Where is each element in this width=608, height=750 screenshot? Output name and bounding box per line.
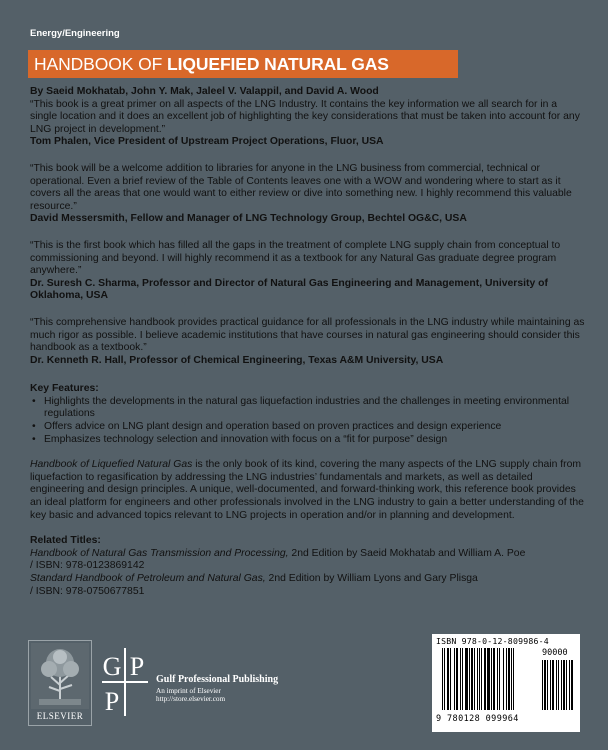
quote	[30, 99, 585, 149]
gpp-letter: P	[104, 687, 120, 716]
related-title-isbn: / ISBN: 978-0123869142	[30, 560, 145, 572]
quote	[30, 240, 585, 303]
elsevier-tree-icon	[29, 641, 91, 711]
book-title	[28, 50, 458, 78]
related-title-isbn: / ISBN: 978-0750677851	[30, 585, 145, 597]
publisher-info	[156, 674, 278, 703]
description-text: is the only book of its kind, covering the many aspects of the LNG supply chain from liquefaction to regasification by addressing the LNG industries’ fundamentals and markets, as well as detailed engineering and design principles. A unique, well-documented, and forward-thinking work, this reference book provides an ideal platform for engineers and other professionals involved in the LNG industry to gain a better understanding of the key basic and advanced topics relevant to LNG projects in operation and/or in planning and development.	[30, 459, 584, 521]
quote-attribution: Dr. Kenneth R. Hall, Professor of Chemical Engineering, Texas A&M University, USA	[30, 354, 444, 366]
quote	[30, 163, 585, 226]
price-barcode-bars-icon	[542, 660, 576, 710]
related-titles-heading: Related Titles:	[30, 535, 101, 547]
barcode-bar	[513, 648, 514, 710]
category-label: Energy/Engineering	[30, 28, 120, 39]
title-prefix: HANDBOOK OF	[34, 54, 167, 74]
publisher-url: http://store.elsevier.com	[156, 695, 226, 703]
elsevier-label: ELSEVIER	[36, 711, 84, 721]
ean-number: 9 780128 099964	[436, 714, 519, 724]
quote-text: “This comprehensive handbook provides practical guidance for all professionals in the LNG industry while maintaining as much rigor as possible. I believe academic institutions that have courses in natural gas engineering should consider this handbook as a textbook.”	[30, 316, 585, 354]
quote-text: “This book is a great primer on all aspects of the LNG Industry. It contains the key information we all search for in a single location and it does an excellent job of highlighting the key considerations that must be taken into account for any LNG project in development.”	[30, 98, 580, 135]
elsevier-logo	[28, 640, 92, 726]
related-title-name: Handbook of Natural Gas Transmission and Processing,	[30, 547, 289, 559]
barcode-bar	[571, 660, 573, 710]
gpp-logo-icon	[102, 648, 148, 716]
price-code: 90000	[542, 648, 568, 658]
authors: By Saeid Mokhatab, John Y. Mak, Jaleel V. Valappil, and David A. Wood	[30, 86, 379, 97]
gpp-logo	[102, 648, 148, 716]
related-title-details: 2nd Edition by William Lyons and Gary Plisga	[265, 573, 478, 584]
key-features-list	[30, 396, 585, 446]
quote-text: “This book will be a welcome addition to libraries for anyone in the LNG business from commercial, technical or operational. Even a brief review of the Table of Contents leaves one with a WOW and wondering where to start as it covers all the areas that one would want to either review or dive into something new. I highly recommend this valuable resource.”	[30, 162, 572, 212]
quote-text: “This is the first book which has filled all the gaps in the treatment of complete LNG supply chain from conceptual to commissioning and beyond. I will highly recommend it as a textbook for any Natural Gas graduate degree program anywhere.”	[30, 239, 561, 277]
key-features-heading: Key Features:	[30, 383, 99, 395]
publisher-imprint: An imprint of Elsevier	[156, 687, 221, 695]
list-item: • Emphasizes technology selection and innovation with focus on a “fit for purpose” design	[30, 434, 585, 447]
cover-text	[30, 86, 585, 598]
description-book-title: Handbook of Liquefied Natural Gas	[30, 459, 193, 471]
quote-attribution: Dr. Suresh C. Sharma, Professor and Director of Natural Gas Engineering and Management, University of Oklahoma, USA	[30, 277, 548, 302]
gpp-letter: G	[102, 652, 122, 681]
quote	[30, 317, 585, 367]
related-title-name: Standard Handbook of Petroleum and Natural Gas,	[30, 573, 266, 584]
quote-attribution: David Messersmith, Fellow and Manager of LNG Technology Group, Bechtel OG&C, USA	[30, 213, 467, 225]
book-description	[30, 459, 585, 522]
gpp-letter: P	[129, 652, 145, 681]
related-title-details: 2nd Edition by Saeid Mokhatab and William A. Poe	[288, 547, 526, 559]
barcode-bars-icon	[442, 648, 538, 710]
list-item: • Offers advice on LNG plant design and operation based on proven practices and design experience	[30, 421, 585, 434]
barcode	[432, 634, 580, 732]
publisher-name: Gulf Professional Publishing	[156, 674, 279, 685]
quote-attribution: Tom Phalen, Vice President of Upstream Project Operations, Fluor, USA	[30, 136, 384, 148]
isbn-label: ISBN 978-0-12-809986-4	[436, 636, 549, 646]
related-title	[30, 573, 585, 586]
title-bold: LIQUEFIED NATURAL GAS	[166, 54, 389, 74]
related-title	[30, 548, 585, 561]
list-item: • Highlights the developments in the natural gas liquefaction industries and the challenges in meeting environmental regulations	[30, 396, 585, 421]
